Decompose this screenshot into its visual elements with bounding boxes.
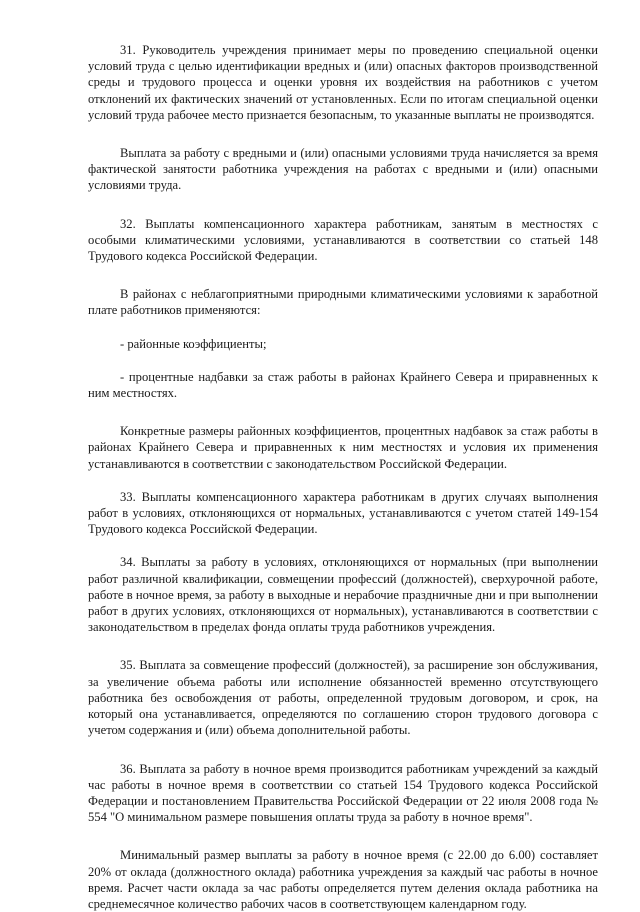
paragraph-35: 35. Выплата за совмещение профессий (должностей), за расширение зон обслуживания, за увеличение объема работы или исполнение обязанностей временно отсутствующего работника без освобождения от работы, определенной трудовым договором, и срок, на который она устанавливается, определяются по соглашению сторон трудового договора с учетом содержания и (или) объема дополнительной работы. [88,658,598,738]
list-item-regional-coefficients: - районные коэффициенты; [120,336,267,351]
paragraph-harmful-conditions: Выплата за работу с вредными и (или) опасными условиями труда начисляется за время фактической занятости работника учреждения на работах с вредными и (или) опасными условиями труда. [88,146,598,193]
list-item-percentage-allowances: - процентные надбавки за стаж работы в районах Крайнего Севера и приравненных к ним местностях. [88,369,598,401]
paragraph-36: 36. Выплата за работу в ночное время производится работникам учреждений за каждый час работы в ночное время в соответствии со статьей 154 Трудового кодекса Российской Федерации и постановлением Правительства Российской Федерации от 22 июля 2008 года № 554 "О минимальном размере повышения оплаты труда за работу в ночное время". [88,761,598,825]
paragraph-regions: В районах с неблагоприятными природными климатическими условиями к заработной плате работников применяются: [88,287,598,318]
paragraph-minimum-night-pay: Минимальный размер выплаты за работу в ночное время (с 22.00 до 6.00) составляет 20% от оклада (должностного оклада) работника учреждения за каждый час работы в ночное время. Расчет части оклада за час работы определяется путем деления оклада работника на среднемесячное количество рабочих часов в соответствующем календарном году. [88,848,598,911]
paragraph-32: 32. Выплаты компенсационного характера работникам, занятым в местностях с особыми климатическими условиями, устанавливаются в соответствии со статьей 148 Трудового кодекса Российской Федерации. [88,216,598,264]
paragraph-34: 34. Выплаты за работу в условиях, отклоняющихся от нормальных (при выполнении работ различной квалификации, совмещении профессий (должностей), сверхурочной работе, работе в ночное время, за работу в выходные и нерабочие праздничные дни и при выполнении работ в других условиях, отклоняющихся от нормальных), устанавливаются в соответствии с законодательством в пределах фонда оплаты труда работников учреждения. [88,555,598,635]
paragraph-33: 33. Выплаты компенсационного характера работникам в других случаях выполнения работ в условиях, отклоняющихся от нормальных, устанавливаются с учетом статей 149-154 Трудового кодекса Российской Федерации. [88,489,598,537]
paragraph-31: 31. Руководитель учреждения принимает меры по проведению специальной оценки условий труда с целью идентификации вредных и (или) опасных факторов производственной среды и трудового процесса и оценки уровня их воздействия на работников с учетом отклонений их фактических значений от установленных. Если по итогам специальной оценки условий труда рабочее место признается безопасным, то указанные выплаты не производятся. [88,43,598,122]
paragraph-specific-sizes: Конкретные размеры районных коэффициентов, процентных надбавок за стаж работы в районах Крайнего Севера и приравненных к ним местностях и условия их применения устанавливаются в соответствии с законодательством Российской Федерации. [88,424,598,471]
